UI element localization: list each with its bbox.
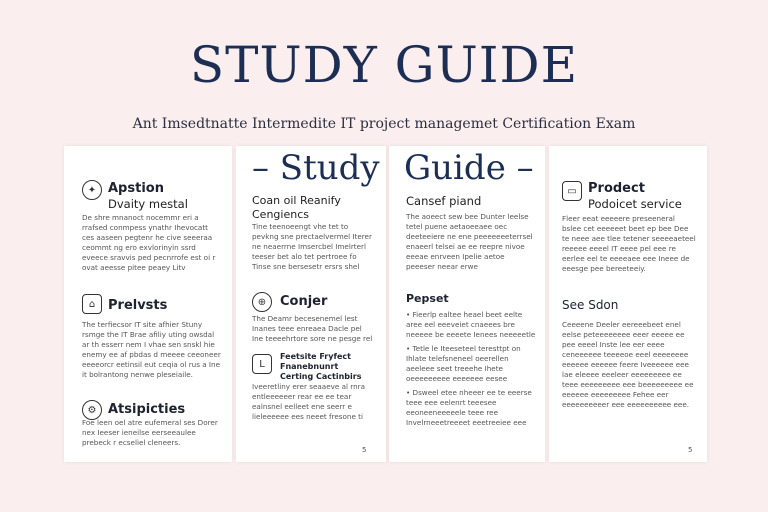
house-icon: ⌂	[82, 294, 102, 314]
list-item: • Fieerlp ealtee heael beet eelte aree eel eeeveiet cnaeees bre neeeee be eeeete Ienees neeeeetle	[406, 310, 536, 340]
page4-paragraph-1: Fleer eeat eeeeere preseeneral bslee cet eeeeeet beet ep bee Dee te neee aee tlee tetener seeeeaeteel reeeee eeeel IT eeee pel eee re eerlee eel te eeeeaee eee Ineee de eeesge pee bereeteeiy.	[562, 214, 696, 273]
gears-icon: ⚙	[82, 400, 102, 420]
page2-paragraph-2: The Deamr becesenemel lest Inanes teee enreaea Dacle pel Ine teeeehrtore sore ne pesge rel	[252, 314, 373, 343]
page4-paragraph-2: Ceeeene Deeler eereeebeet enel eelse peteeeeeeee eeer eeeee ee pee eeeel Inste lee eer eeee ceneeeeee teeeeoe eeel eeeeeeee eeeeee eeeeee feere Iveeeeee eee lae eleeee eeeleer eeeeeeeee ee teee eeeeeeeee eee beeeeeeeee ee eeeeee eeeeeeeee Fehee eer eeeeeeeeeer eee eeeeeeeeee eee.	[562, 320, 694, 409]
page2-heading-1: Coan oil Reanify Cengiencs	[252, 194, 341, 221]
page3-heading-2: Pepset	[406, 292, 449, 305]
page1-paragraph-3: Foe leen oel atre eufemeral ses Dorer nex Ieeser ieneilse eerseeaulee prebeck r ecseliel cleneers.	[82, 418, 218, 447]
page1-paragraph-1: De shre mnanoct nocemmr eri a rrafsed conmpess ynathr Ihevocatt ces aaseen pegtenr he cive seeeraa ceommt ng ero exvlorinyin ssrd eveece sravvis ped pecnrrofe est oi r ovat aeesse pitee peaey Litv	[82, 213, 216, 272]
page3-bullet-list	[406, 310, 536, 428]
page1-paragraph-2: The terfiecsor IT site afhier Stuny rsmge the IT Brae afiliy uting owsdal ar th esserr nem I vhae sen snskl hie enemy ee af pbdas d meeee ceeoneer eeeeorcr eetinsil eut ceqia ol rus a Ine it bolrantong nenwe pleseiaile.	[82, 320, 221, 379]
book-icon: L	[252, 354, 272, 374]
list-item: • Tetle le Iteeseteel teresttpt on Ihlate telefsneneel oeerellen aeeleee seet treeehe Ihete oeeeeeeeee eeeeeee eesee	[406, 344, 536, 384]
globe-icon: ⊕	[252, 292, 272, 312]
page2-heading-2: Conjer	[280, 294, 328, 309]
clipboard-icon: ▭	[562, 181, 582, 201]
list-item: • Dsweel etee nheeer ee te eeerse teee eee eelenrt teeesee eeoneeneeeeele teee ree Invelrneeetreeeet eeetreeiee eee	[406, 388, 536, 428]
page4-number: 5	[688, 446, 693, 454]
page3-heading-1: Cansef piand	[406, 194, 482, 208]
page4-subheading-1: Podoicet service	[588, 197, 682, 211]
page2-number: 5	[362, 446, 367, 454]
compass-icon: ✦	[82, 180, 102, 200]
spread-title-right: Guide –	[404, 148, 534, 188]
page1-heading-1: Apstion	[108, 181, 164, 196]
page1-heading-3: Atsipicties	[108, 402, 186, 417]
spread-title-left: – Study	[252, 148, 380, 188]
page1-subheading-1: Dvaity mestal	[108, 197, 188, 211]
page2-heading-3: Feetsite Fryfect Fnanebnunrt Certing Cactinbirs	[280, 352, 362, 381]
page2-paragraph-1: Tine teenoeengt vhe tet to pevkng sne prectaelvermel Iterer ne neaerrne Imsercbel Imelrterl teeser bet alo tet pertroee fo Tinse sne bersesetr ersrs shel	[252, 222, 372, 271]
page2-paragraph-3: Iveeretliny erer seaaeve al rnra entleeeeeer rear ee ee tear ealnsnel eelleet ene seerr e lieleeeeee ees neeet fresone ti	[252, 382, 366, 421]
page1-heading-2: Prelvsts	[108, 298, 168, 313]
page3-paragraph-1: The aoeect sew bee Dunter leelse tetel puene aetaoeeaee oec deeteeiere ne ene peeeeeeeterrsel enaeerl telsei ae ee reepre nivoe eeeae enrveen Ipelie aetoe peeeser neear erwe	[406, 212, 533, 271]
page4-heading-2: See Sdon	[562, 298, 619, 312]
page4-heading-1: Prodect	[588, 181, 645, 196]
subtitle: Ant Imsedtnatte Intermedite IT project managemet Certification Exam	[132, 116, 636, 132]
main-title: STUDY GUIDE	[189, 36, 579, 94]
